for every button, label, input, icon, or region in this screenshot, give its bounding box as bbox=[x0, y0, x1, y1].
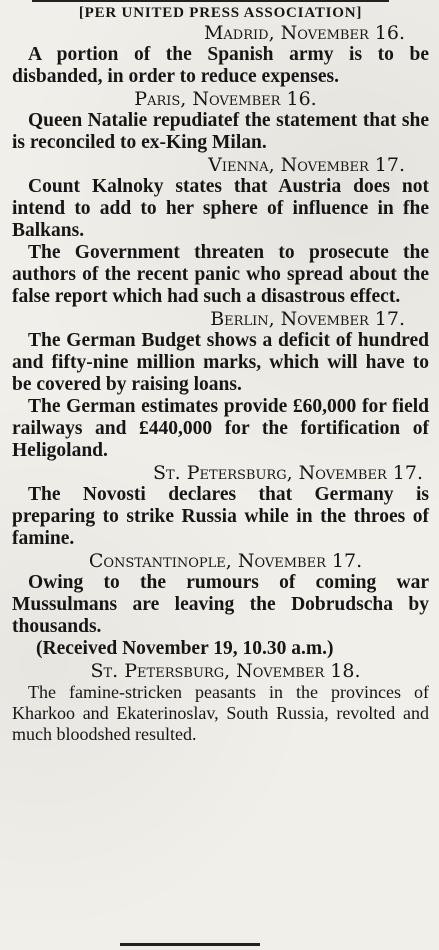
article-stpetersburg-1: The Novosti declares that Germany is preparing to strike Russia while in the throes of famine. bbox=[12, 484, 429, 549]
bottom-rule bbox=[120, 943, 260, 946]
dateline-vienna: Vienna, November 17. bbox=[208, 154, 405, 176]
dateline-stpetersburg-1: St. Petersburg, November 17. bbox=[153, 462, 423, 484]
article-stpetersburg-2: The famine-stricken peasants in the provinces of Kharkoo and Ekaterinoslav, South Russia, revolted and much bloodshed resulted. bbox=[12, 682, 429, 744]
article-paris: Queen Natalie repudiatef the statement that she is reconciled to ex-King Milan. bbox=[12, 110, 429, 153]
article-berlin-2: The German estimates provide £60,000 for field railways and £440,000 for the fortification of Heligoland. bbox=[12, 396, 429, 461]
top-rule bbox=[32, 0, 389, 2]
article-constantinople: Owing to the rumours of coming war Mussulmans are leaving the Dobrudscha by thousands. bbox=[12, 572, 429, 637]
article-vienna-2: The Government threaten to prosecute the authors of the recent panic who spread about the false report which had such a disastrous effect. bbox=[12, 242, 429, 307]
dateline-madrid: Madrid, November 16. bbox=[203, 22, 405, 44]
dateline-constantinople: Constantinople, November 17. bbox=[88, 550, 363, 572]
dateline-paris: Paris, November 16. bbox=[134, 88, 317, 110]
article-madrid: A portion of the Spanish army is to be disbanded, in order to reduce expenses. bbox=[12, 44, 429, 87]
dateline-stpetersburg-2: St. Petersburg, November 18. bbox=[90, 660, 361, 682]
agency-header: [PER UNITED PRESS ASSOCIATION] bbox=[78, 5, 363, 21]
article-berlin-1: The German Budget shows a deficit of hundred and fifty-nine million marks, which will have to be covered by raising loans. bbox=[12, 330, 429, 395]
article-vienna-1: Count Kalnoky states that Austria does not intend to add to her sphere of influence in fhe Balkans. bbox=[12, 176, 429, 241]
received-note: (Received November 19, 10.30 a.m.) bbox=[36, 638, 334, 659]
dateline-berlin: Berlin, November 17. bbox=[210, 308, 405, 330]
